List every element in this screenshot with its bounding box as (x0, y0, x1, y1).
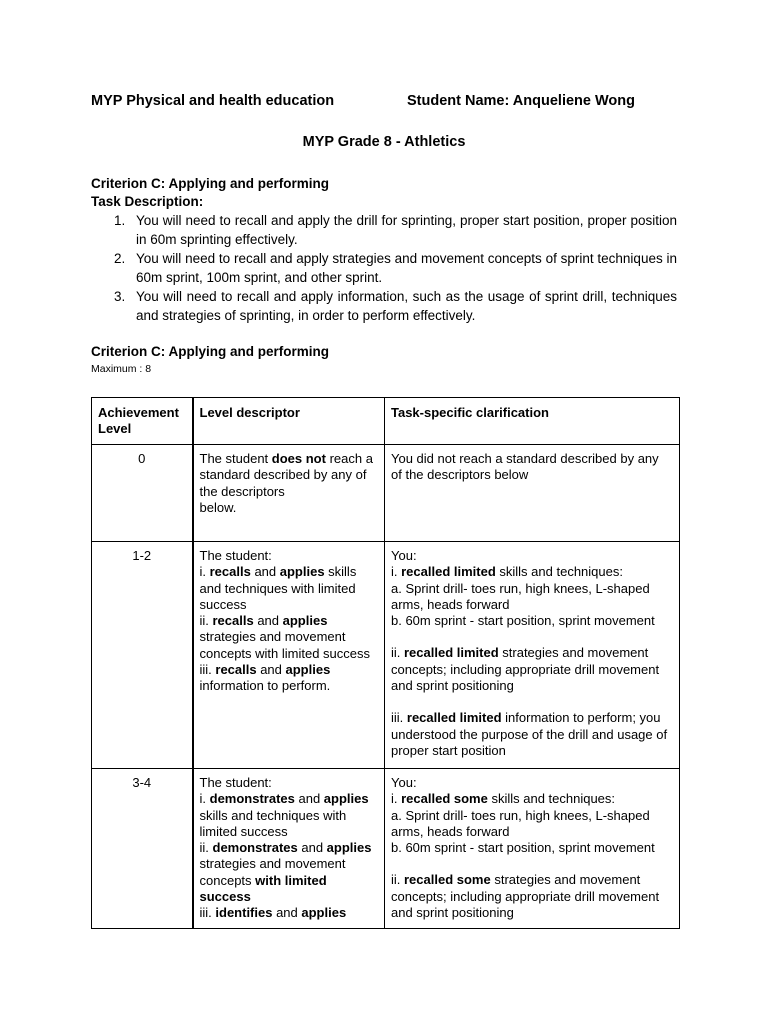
document-header (91, 93, 691, 113)
task-text: You will need to recall and apply information, such as the usage of sprint drill, techniques and strategies of sprinting, in order to perform effectively. (136, 289, 677, 323)
task-text: You will need to recall and apply strategies and movement concepts of sprint techniques in 60m sprint, 100m sprint, and other sprint. (136, 251, 677, 285)
task-text: You will need to recall and apply the drill for sprinting, proper start position, proper position in 60m sprinting effectively. (136, 213, 677, 247)
criterion-heading: Criterion C: Applying and performing (91, 176, 329, 191)
rubric-table (91, 397, 680, 929)
table-header-row (92, 398, 680, 445)
header-task-clarification: Task-specific clarification (385, 398, 680, 445)
level-cell: 3-4 (92, 769, 193, 929)
task-list (91, 211, 677, 325)
table-row (92, 769, 680, 929)
level-cell: 1-2 (92, 542, 193, 769)
clarification-cell: You: i. recalled some skills and techniques: a. Sprint drill- toes run, high knees, L-shaped arms, heads forward b. 60m sprint - start position, sprint movement ii. recalled some strategies and movement concepts; including appropriate drill movement and sprint positioning (385, 769, 680, 929)
clarification-cell: You: i. recalled limited skills and techniques: a. Sprint drill- toes run, high knees, L-shaped arms, heads forward b. 60m sprint - start position, sprint movement ii. recalled limited strategies and movement concepts; including appropriate drill movement and sprint positioning iii. recalled limited information to perform; you understood the purpose of the drill and usage of proper start position (385, 542, 680, 769)
header-achievement-level: Achievement Level (92, 398, 193, 445)
grade-title: MYP Grade 8 - Athletics (302, 134, 466, 150)
student-name: Student Name: Anqueliene Wong (407, 93, 635, 109)
clarification-cell: You did not reach a standard described by any of the descriptors below (385, 445, 680, 542)
descriptor-cell: The student: i. demonstrates and applies skills and techniques with limited success ii. demonstrates and applies strategies and movement concepts with limited success iii. identifies and applies (193, 769, 385, 929)
task-description-label: Task Description: (91, 194, 204, 209)
task-item (114, 287, 677, 325)
table-row (92, 445, 680, 542)
level-cell: 0 (92, 445, 193, 542)
table-row (92, 542, 680, 769)
task-number: 1. (114, 213, 126, 228)
header-level-descriptor: Level descriptor (193, 398, 385, 445)
task-item (114, 211, 677, 249)
subject-title: MYP Physical and health education (91, 93, 335, 109)
descriptor-cell: The student does not reach a standard described by any of the descriptors below. (193, 445, 385, 542)
task-number: 3. (114, 289, 126, 304)
criterion-heading-2: Criterion C: Applying and performing (91, 344, 329, 359)
maximum-score: Maximum : 8 (91, 363, 152, 375)
task-item (114, 249, 677, 287)
descriptor-cell: The student: i. recalls and applies skills and techniques with limited success ii. recalls and applies strategies and movement concepts with limited success iii. recalls and applies information to perform. (193, 542, 385, 769)
task-number: 2. (114, 251, 126, 266)
